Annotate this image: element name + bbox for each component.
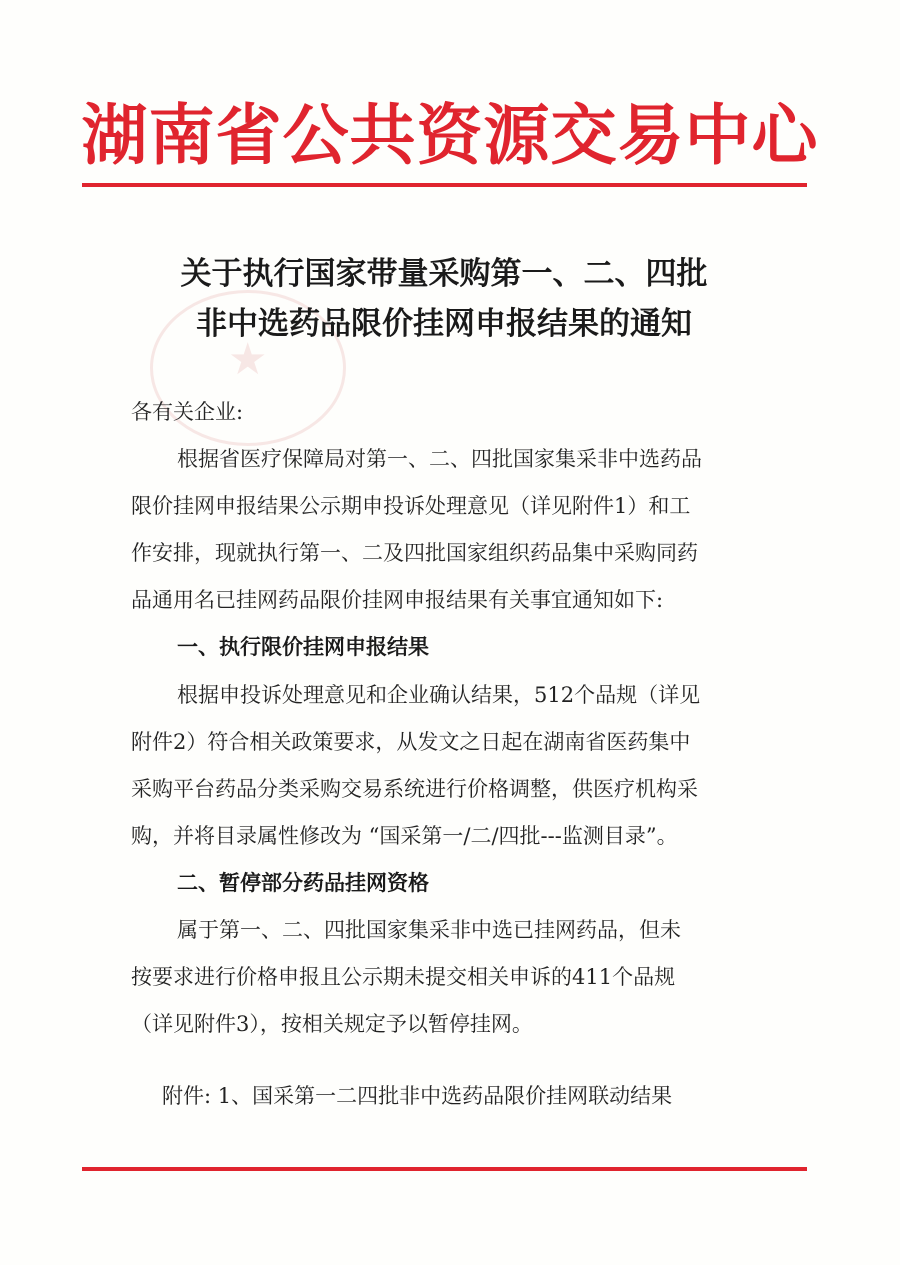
stamp-star-icon: ★ <box>228 334 268 385</box>
header-divider <box>82 183 807 187</box>
paragraph-2-line: 附件2）符合相关政策要求，从发文之日起在湖南省医药集中 <box>131 730 691 754</box>
paragraph-3-line: 属于第一、二、四批国家集采非中选已挂网药品，但未 <box>177 918 681 942</box>
paragraph-2-line: 采购平台药品分类采购交易系统进行价格调整，供医疗机构采 <box>131 777 698 801</box>
paragraph-1-line: 根据省医疗保障局对第一、二、四批国家集采非中选药品 <box>177 447 702 471</box>
paragraph-2-line: 根据申投诉处理意见和企业确认结果，512个品规（详见 <box>177 683 701 707</box>
section-2-heading: 二、暂停部分药品挂网资格 <box>177 871 429 895</box>
paragraph-3-line: 按要求进行价格申报且公示期未提交相关申诉的411个品规 <box>131 965 676 989</box>
paragraph-1-line: 作安排，现就执行第一、二及四批国家组织药品集中采购同药 <box>131 541 698 565</box>
footer-divider <box>82 1167 807 1171</box>
paragraph-1-line: 限价挂网申报结果公示期申投诉处理意见（详见附件1）和工 <box>131 494 691 518</box>
paragraph-3-line: （详见附件3），按相关规定予以暂停挂网。 <box>131 1012 533 1036</box>
paragraph-2-line: 购，并将目录属性修改为 “国采第一/二/四批---监测目录”。 <box>131 824 678 848</box>
paragraph-1-line: 品通用名已挂网药品限价挂网申报结果有关事宜通知如下: <box>131 588 664 612</box>
doc-title-line-1: 关于执行国家带量采购第一、二、四批 <box>180 256 708 292</box>
salutation: 各有关企业: <box>131 400 244 424</box>
section-1-heading: 一、执行限价挂网申报结果 <box>177 635 429 659</box>
attachments-line: 附件: 1、国采第一二四批非中选药品限价挂网联动结果 <box>162 1084 673 1108</box>
doc-title-line-2: 非中选药品限价挂网申报结果的通知 <box>196 306 692 342</box>
header-org-name: 湖南省公共资源交易中心 <box>81 97 819 174</box>
